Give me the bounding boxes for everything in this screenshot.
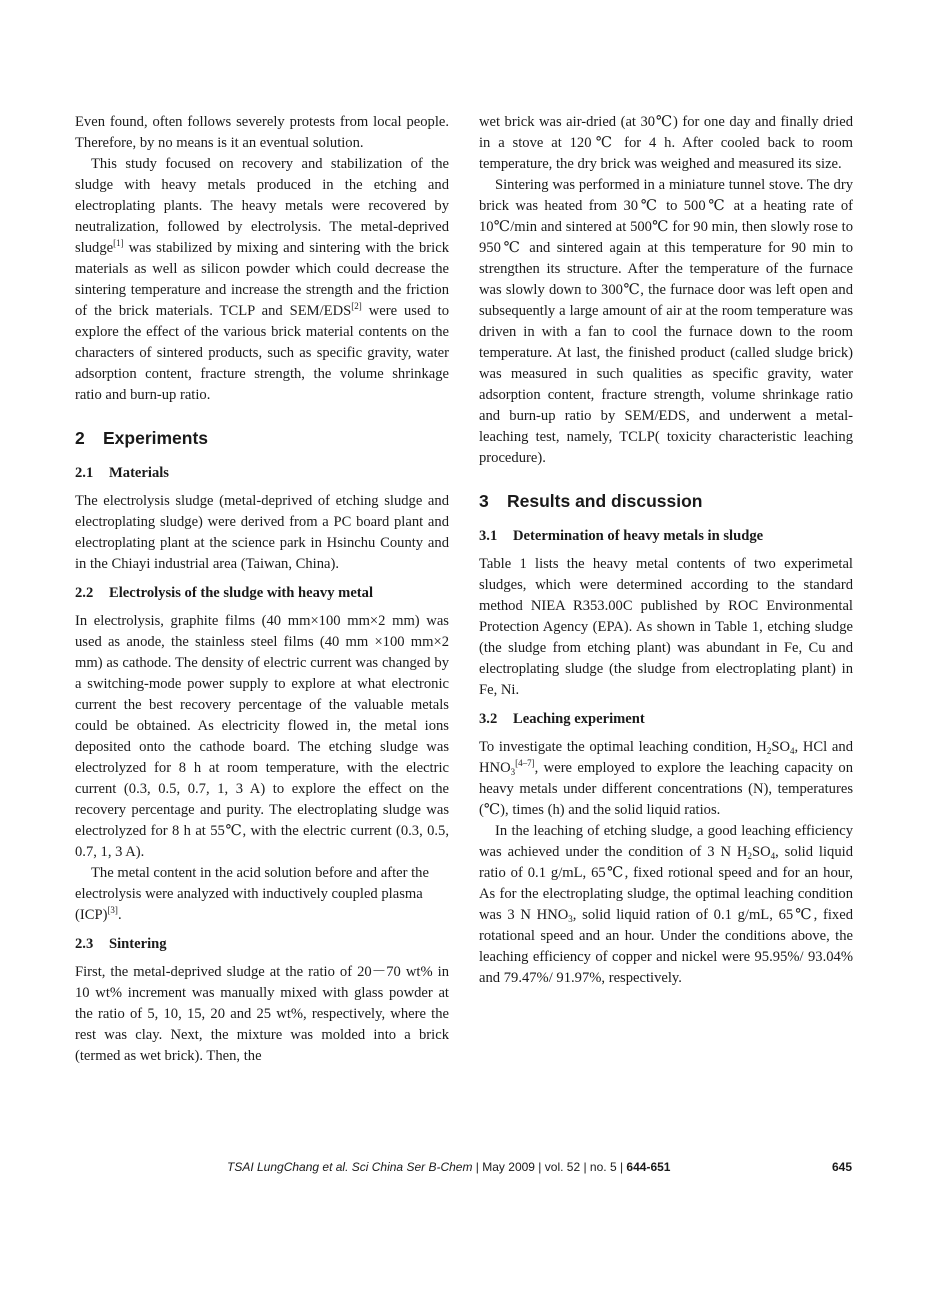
subsection-heading-heavy-metals: 3.1 Determination of heavy metals in sludge: [479, 528, 764, 544]
citation-4-7: [4–7]: [515, 758, 535, 768]
paragraph-leaching-conditions: To investigate the optimal leaching condition, $H_2SO_4$, HCl and $HNO_3[4-7]$, were employed to explore the leaching capacity on heavy metals under different concentrations (N), temperatures (℃), times (h) and the solid liquid ratios.: [479, 739, 853, 818]
paragraph-sintering-start: First, the metal-deprived sludge at the ratio of 20－70 wt% in 10 wt% increment was manually mixed with glass powder at the ratio of 5, 10, 15, 20 and 25 wt%, respectively, where the rest was clay. Next, the mixture was molded into a brick (termed as wet brick). Then, the: [75, 964, 449, 1064]
citation-2: [2]: [351, 301, 362, 311]
section-heading-experiments: 2 Experiments: [75, 428, 209, 448]
subsection-heading-electrolysis: 2.2 Electrolysis of the sludge with heavy metal: [75, 585, 374, 601]
journal-citation: TSAI LungChang et al. Sci China Ser B-Chem | May 2009 | vol. 52 | no. 5 | 644-651: [227, 1160, 671, 1174]
section-heading-results: 3 Results and discussion: [479, 491, 703, 511]
citation-3: [3]: [107, 905, 118, 915]
paragraph-heavy-metals: Table 1 lists the heavy metal contents of two experimetal sludges, which were determined according to the standard method NIEA R353.00C published by ROC Environmental Protection Agency (EPA). As shown in Table 1, etching sludge (the sludge from etching plant) was abundant in Fe, Cu and electroplating sludge (the sludge from electroplating plant) in Fe, Ni.: [479, 556, 853, 698]
left-column: [75, 112, 449, 1067]
paragraph-study-focus: This study focused on recovery and stabilization of the sludge with heavy metals produced in the etching and electroplating plants. The heavy metals were recovered by neutralization, followed by electrolysis. The metal-deprived sludge[1] was stabilized by mixing and sintering with the brick materials as well as silicon powder which could decrease the sintering temperature and increase the strength and the friction of the brick materials. TCLP and SEM/EDS[2] were used to explore the effect of the various brick material contents on the characters of sintered products, such as specific gravity, water adsorption content, fracture strength, the volume shrinkage ratio and burn-up ratio.: [75, 156, 450, 403]
paragraph-electrolysis: In electrolysis, graphite films (40 mm×100 mm×2 mm) was used as anode, the stainless steel films (40 mm ×100 mm×2 mm) as cathode. The density of electric current was changed by a switching-mode power supply to explore at what electronic current the best recovery percentage of the valuable metals could be obtained. As electricity flowed in, the metal ions deposited onto the cathode board. The etching sludge was electrolyzed for 8 h at room temperature, with the electric current (0.3, 0.5, 0.7, 1, 3 A) to explore the effect on the recovery percentage and purity. The electroplating sludge was electrolyzed for 8 h at 55℃, with the electric current (0.3, 0.5, 0.7, 1, 3 A).: [75, 613, 449, 860]
subsection-heading-sintering: 2.3 Sintering: [75, 936, 167, 952]
paragraph-leaching-results: In the leaching of etching sludge, a good leaching efficiency was achieved under the condition of 3 N $H_2SO_4$, solid liquid ratio of 0.1 g/mL, 65℃, fixed rotional speed and for an hour, As for the electroplating sludge, the optimal leaching condition was 3 N $HNO_3$, solid liquid ration of 0.1 g/mL, 65℃, fixed rotational speed and an hour. Under the conditions above, the leaching efficiency of copper and nickel were 95.95%/ 93.04% and 79.47%/ 91.97%, respectively.: [479, 823, 853, 986]
paragraph-drying: wet brick was air-dried (at 30℃) for one day and finally dried in a stove at 120℃ for 4 h. After cooled back to room temperature, the dry brick was weighed and measured its size.: [479, 114, 853, 172]
paragraph-materials: The electrolysis sludge (metal-deprived of etching sludge and electroplating sludge) were derived from a PC board plant and electroplating plant at the science park in Hsinchu County and in the Chiayi industrial area (Taiwan, China).: [75, 493, 449, 572]
paragraph-intro-end: Even found, often follows severely protests from local people. Therefore, by no means is it an eventual solution.: [75, 114, 449, 151]
citation-1: [1]: [113, 238, 124, 248]
subsection-heading-materials: 2.1 Materials: [75, 465, 169, 481]
right-column: [479, 112, 853, 989]
paragraph-sintering-process: Sintering was performed in a miniature tunnel stove. The dry brick was heated from 30℃ to 500℃ at a heating rate of 10℃/min and sintered at 500℃ for 90 min, then slowly rose to 950℃ and sintered again at this temperature for 90 min to strengthen its structure. After the temperature of the furnace was slowly down to 300℃, the furnace door was left open and subsequently a large amount of air at the room temperature was driven in with a fan to cool the furnace down to the room temperature. At last, the finished product (called sludge brick) was measured in such qualities as specific gravity, water adsorption content, fracture strength, volume shrinkage ratio and burn-up ratio by SEM/EDS, and underwent a metal-leaching test, namely, TCLP( toxicity characteristic leaching procedure).: [479, 177, 853, 466]
subsection-heading-leaching: 3.2 Leaching experiment: [479, 711, 645, 727]
page-number: 645: [831, 1160, 852, 1174]
paragraph-icp: The metal content in the acid solution before and after the electrolysis were analyzed with inductively coupled plasma (ICP)[3].: [75, 865, 429, 923]
